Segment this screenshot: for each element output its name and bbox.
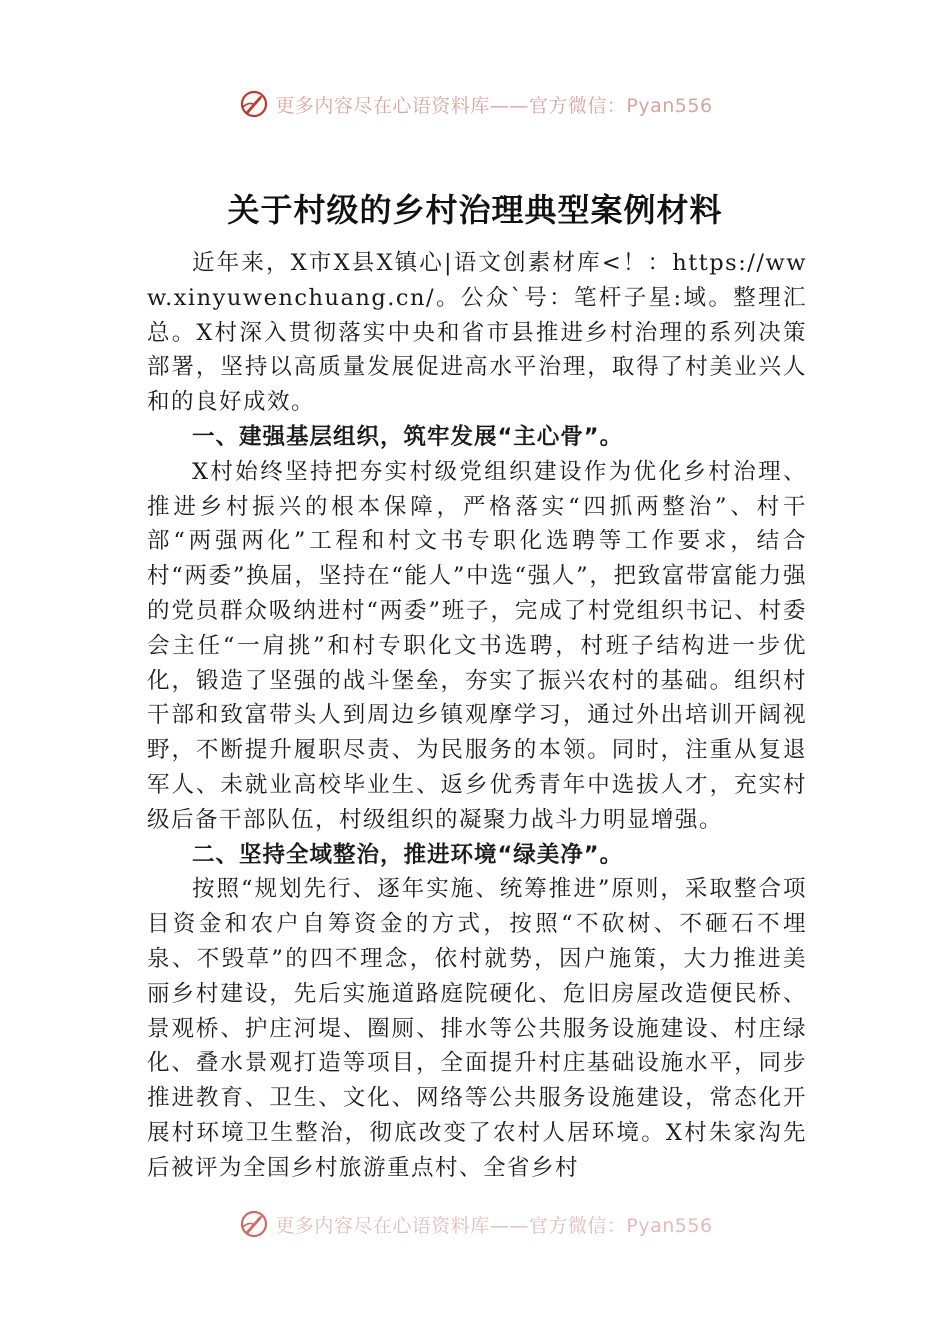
watermark-footer [0, 1204, 950, 1244]
watermark-header [0, 84, 950, 124]
pen-logo-icon [237, 1207, 271, 1241]
intro-paragraph: 近年来，X市X县X镇心|语文创素材库<！：https://www.xinyuwenchuang.cn/。公众`号：笔杆子星:域。整理汇总。X村深入贯彻落实中央和省市县推进乡村治理的系列决策部署，坚持以高质量发展促进高水平治理，取得了村美业兴人和的良好成效。 [147, 250, 807, 416]
section-2-heading: 二、坚持全域整治，推进环境“绿美净”。 [192, 841, 624, 868]
watermark-text: 更多内容尽在心语资料库——官方微信：Pyan556 [275, 1214, 713, 1237]
section-1-heading: 一、建强基层组织，筑牢发展“主心骨”。 [192, 423, 624, 450]
section-2-paragraph: 按照“规划先行、逐年实施、统筹推进”原则，采取整合项目资金和农户自筹资金的方式，按照“不砍树、不砸石不埋泉、不毁草”的四不理念，依村就势，因户施策，大力推进美丽乡村建设，先后实施道路庭院硬化、危旧房屋改造便民桥、景观桥、护庄河堤、圈厕、排水等公共服务设施建设、村庄绿化、叠水景观打造等项目，全面提升村庄基础设施水平，同步推进教育、卫生、文化、网络等公共服务设施建设，常态化开展村环境卫生整治，彻底改变了农村人居环境。X村朱家沟先后被评为全国乡村旅游重点村、全省乡村 [147, 876, 807, 1181]
pen-logo-icon [237, 87, 271, 121]
section-1-paragraph: X村始终坚持把夯实村级党组织建设作为优化乡村治理、推进乡村振兴的根本保障，严格落实“四抓两整治”、村干部“两强两化”工程和村文书专职化选聘等工作要求，结合村“两委”换届，坚持在“能人”中选“强人”，把致富带富能力强的党员群众吸纳进村“两委”班子，完成了村党组织书记、村委会主任“一肩挑”和村专职化文书选聘，村班子结构进一步优化，锻造了坚强的战斗堡垒，夯实了振兴农村的基础。组织村干部和致富带头人到周边乡镇观摩学习，通过外出培训开阔视野，不断提升履职尽责、为民服务的本领。同时，注重从复退军人、未就业高校毕业生、返乡优秀青年中选拔人才，充实村级后备干部队伍，村级组织的凝聚力战斗力明显增强。 [147, 458, 807, 833]
page-title: 关于村级的乡村治理典型案例材料 [227, 191, 723, 229]
watermark-text: 更多内容尽在心语资料库——官方微信：Pyan556 [275, 94, 713, 117]
document-body [147, 246, 807, 1186]
